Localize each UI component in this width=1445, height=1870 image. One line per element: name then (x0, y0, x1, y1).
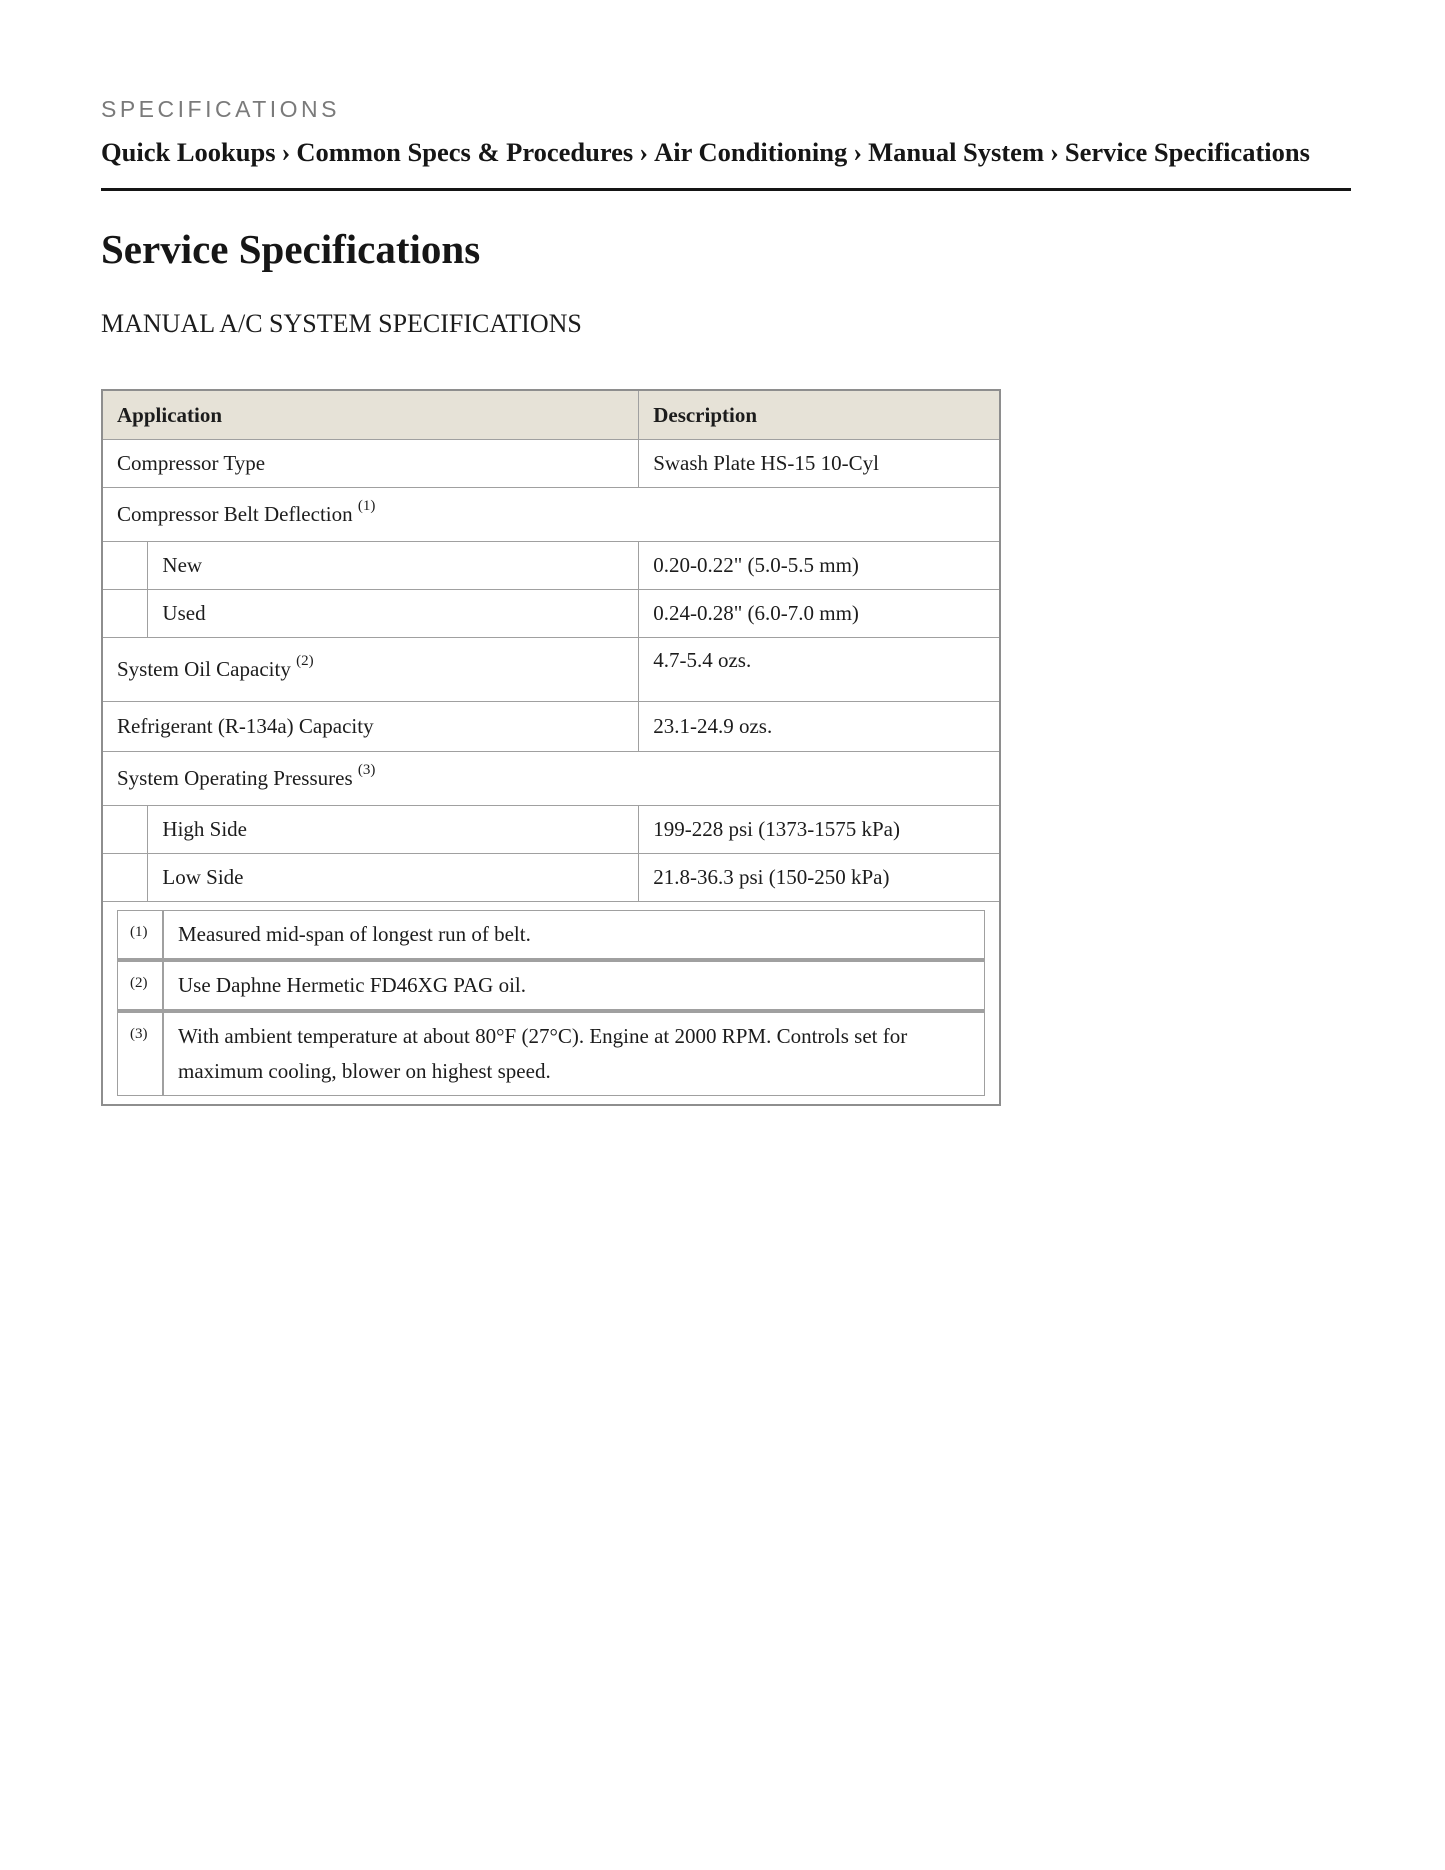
breadcrumb-item-manual-system[interactable]: Manual System (868, 137, 1045, 167)
indent-cell (102, 854, 148, 902)
footnote-row (117, 1010, 985, 1096)
row-label-oil-capacity (102, 638, 639, 702)
footnotes-row (102, 902, 1000, 1106)
breadcrumb-item-common-specs[interactable]: Common Specs & Procedures (296, 137, 634, 167)
footnote-ref-3: (3) (357, 762, 376, 778)
table-row (102, 590, 1000, 638)
row-label-high-side: High Side (148, 806, 639, 854)
table-row (102, 806, 1000, 854)
row-value-compressor-type: Swash Plate HS-15 10-Cyl (639, 440, 1000, 488)
row-value-refrigerant-capacity: 23.1-24.9 ozs. (639, 702, 1000, 752)
oil-capacity-label: System Oil Capacity (117, 657, 291, 681)
page-title: Service Specifications (101, 226, 481, 272)
breadcrumb-item-quick-lookups[interactable]: Quick Lookups (101, 137, 276, 167)
table-row (102, 702, 1000, 752)
specifications-table (101, 389, 1001, 1106)
table-row (102, 752, 1000, 806)
breadcrumb-separator: › (1050, 137, 1059, 167)
table-row (102, 440, 1000, 488)
row-value-belt-used: 0.24-0.28" (6.0-7.0 mm) (639, 590, 1000, 638)
row-value-belt-new: 0.20-0.22" (5.0-5.5 mm) (639, 542, 1000, 590)
indent-cell (102, 590, 148, 638)
footnote-ref-2: (2) (296, 653, 314, 669)
breadcrumb-item-service-specifications[interactable]: Service Specifications (1064, 137, 1310, 167)
belt-deflection-label: Compressor Belt Deflection (117, 502, 353, 526)
table-row (102, 488, 1000, 542)
table-row (102, 638, 1000, 702)
breadcrumb-item-air-conditioning[interactable]: Air Conditioning (654, 137, 848, 167)
indent-cell (102, 542, 148, 590)
column-header-description: Description (639, 390, 1000, 440)
table-row (102, 542, 1000, 590)
row-value-oil-capacity: 4.7-5.4 ozs. (639, 638, 1000, 702)
table-header-row (102, 390, 1000, 440)
footnote-text: With ambient temperature at about 80°F (27°C). Engine at 2000 RPM. Controls set for maximum cooling, blower on highest speed. (163, 1010, 985, 1096)
row-label-low-side: Low Side (148, 854, 639, 902)
footnotes-table (117, 910, 985, 1096)
footnote-row (117, 910, 985, 959)
indent-cell (102, 806, 148, 854)
footnote-text: Measured mid-span of longest run of belt. (163, 910, 985, 959)
row-label-belt-used: Used (148, 590, 639, 638)
footnote-number: (3) (117, 1010, 163, 1096)
footnote-number: (1) (117, 910, 163, 959)
table-subtitle: MANUAL A/C SYSTEM SPECIFICATIONS (101, 309, 582, 338)
footnote-row (117, 959, 985, 1010)
operating-pressures-label: System Operating Pressures (117, 766, 353, 790)
row-label-belt-deflection (102, 488, 1000, 542)
footnote-ref-1: (1) (357, 498, 376, 514)
breadcrumb (101, 137, 1310, 168)
row-label-operating-pressures (102, 752, 1000, 806)
row-label-refrigerant-capacity: Refrigerant (R-134a) Capacity (102, 702, 639, 752)
row-label-belt-new: New (148, 542, 639, 590)
section-label: SPECIFICATIONS (101, 96, 340, 122)
footnotes-cell (102, 902, 1000, 1106)
header-divider (101, 188, 1351, 191)
breadcrumb-separator: › (853, 137, 863, 167)
row-value-high-side: 199-228 psi (1373-1575 kPa) (639, 806, 1000, 854)
breadcrumb-separator: › (281, 137, 291, 167)
table-row (102, 854, 1000, 902)
footnote-number: (2) (117, 959, 163, 1010)
footnote-text: Use Daphne Hermetic FD46XG PAG oil. (163, 959, 985, 1010)
row-value-low-side: 21.8-36.3 psi (150-250 kPa) (639, 854, 1000, 902)
row-label-compressor-type: Compressor Type (102, 440, 639, 488)
breadcrumb-separator: › (639, 137, 649, 167)
column-header-application: Application (102, 390, 639, 440)
